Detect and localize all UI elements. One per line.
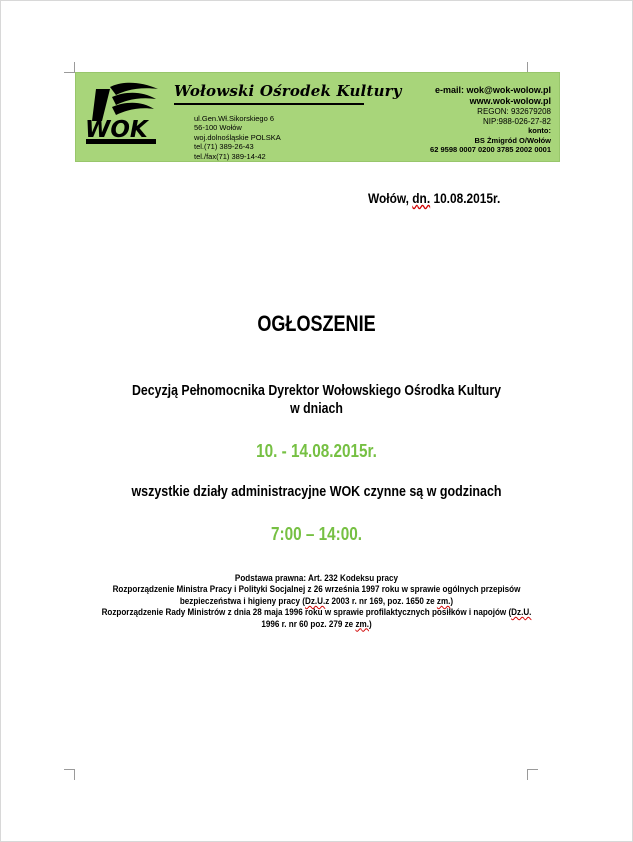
wok-logo-icon (82, 79, 162, 155)
contact-account: 62 9598 0007 0200 3785 2002 0001 (430, 145, 551, 155)
org-contact (430, 85, 551, 155)
contact-email: e-mail: wok@wok-wolow.pl (435, 85, 551, 95)
address-line: tel.(71) 389-26-43 (194, 142, 254, 152)
org-name: Wołowski Ośrodek Kultury (174, 82, 402, 100)
contact-regon: REGON: 932679208 (477, 107, 551, 116)
legal-line: Rozporządzenie Ministra Pracy i Polityki Socjalnej z 26 września 1997 roku w sprawie ogólnych przepisów (112, 584, 521, 595)
announcement-title: OGŁOSZENIE (257, 311, 376, 336)
legal-fragment: Rozporządzenie Rady Ministrów z dnia 28 maja 1996 roku w sprawie profilaktycznych posiłków i napojów ( (101, 607, 512, 618)
margin-corner-bottom-left (64, 769, 75, 780)
legal-fragment: Dz.U. (511, 607, 532, 618)
legal-line (32, 619, 602, 630)
letterhead (75, 72, 560, 162)
contact-website: www.wok-wolow.pl (469, 96, 551, 106)
contact-nip: NIP:988-026-27-82 (482, 116, 551, 126)
decision-line-1: Decyzją Pełnomocnika Dyrektor Wołowskiego Ośrodka Kultury (132, 383, 501, 399)
legal-fragment: zm. (436, 595, 451, 606)
logo-text: WOK (85, 117, 148, 143)
legal-line (32, 596, 602, 607)
legal-line (32, 607, 602, 618)
date-prefix: Wołów, (368, 190, 413, 206)
margin-corner-top-left (64, 62, 75, 73)
legal-line: Podstawa prawna: Art. 232 Kodeksu pracy (234, 573, 399, 583)
date-abbrev: dn. (412, 190, 431, 206)
contact-bank-name: BS Żmigród O/Wołów (474, 135, 551, 145)
margin-corner-bottom-right (527, 769, 538, 780)
contact-konto-label: konto: (528, 126, 551, 136)
legal-fragment: z 2003 r. nr 169, poz. 1650 ze (325, 595, 437, 606)
legal-fragment: bezpieczeństwa i higieny pracy ( (179, 595, 305, 606)
legal-fragment: zm. (355, 618, 369, 629)
address-line: 56-100 Wołów (194, 123, 242, 133)
document-date (368, 190, 500, 206)
address-line: ul.Gen.Wł.Sikorskiego 6 (194, 114, 275, 123)
legal-fragment: Dz.U. (304, 595, 326, 606)
address-line: woj.dolnośląskie POLSKA (194, 132, 281, 142)
legal-fragment: ) (450, 595, 454, 606)
working-hours: 7:00 – 14:00. (270, 524, 363, 544)
departments-text: wszystkie działy administracyjne WOK czynne są w godzinach (131, 484, 502, 500)
legal-fragment: ) (368, 618, 372, 629)
decision-line-2: w dniach (290, 401, 343, 417)
org-name-underline (174, 103, 364, 105)
legal-fragment: 1996 r. nr 60 poz. 279 ze (261, 618, 356, 629)
decision-text (47, 382, 585, 418)
org-address (194, 114, 281, 161)
dates-range: 10. - 14.08.2015r. (256, 441, 377, 461)
address-line: tel./fax(71) 389-14-42 (194, 151, 266, 161)
date-value: 10.08.2015r. (430, 190, 501, 206)
legal-basis (32, 573, 602, 630)
